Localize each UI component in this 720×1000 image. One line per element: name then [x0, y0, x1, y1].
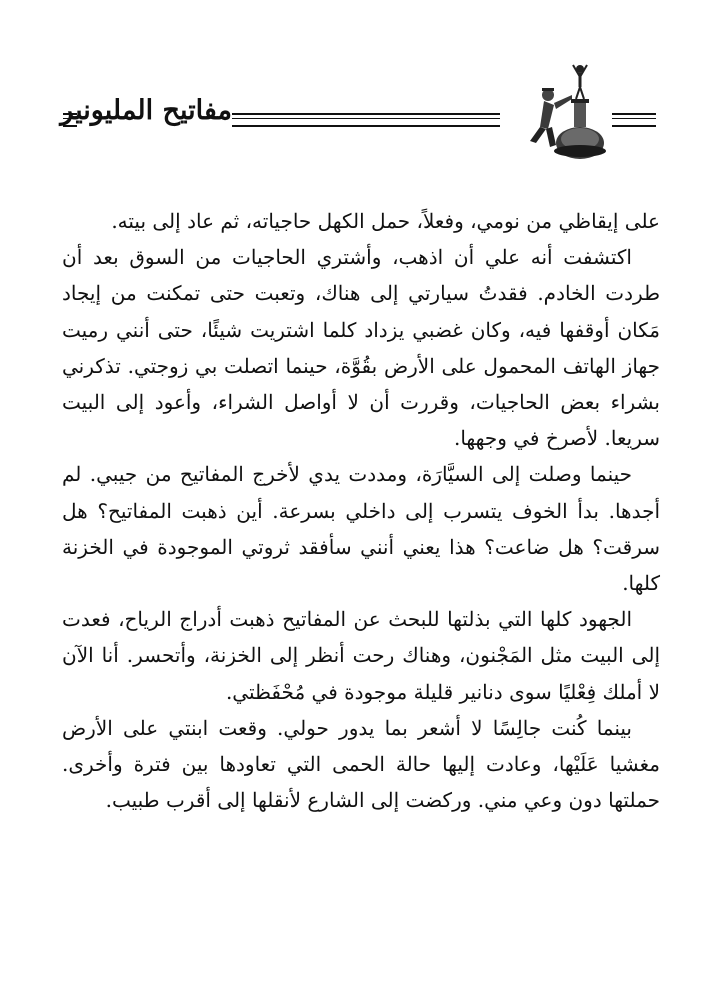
paragraph-continuation: على إيقاظي من نومي، وفعلاً، حمل الكهل حاجياته، ثم عاد إلى بيته. — [111, 209, 660, 233]
header-rule-right — [612, 113, 656, 127]
chapter-header — [0, 55, 720, 165]
paragraph: الجهود كلها التي بذلتها للبحث عن المفاتيح ذهبت أدراج الرياح، فعدت إلى البيت مثل المَجْنون، وهناك رحت أنظر إلى الخزنة، وأتحسر. أنا الآن لا أملك فِعْليًا سوى دنانير قليلة موجودة في مُحْفَظتي. — [62, 607, 660, 704]
paragraph: حينما وصلت إلى السيَّارَة، ومددت يدي لأخرج المفاتيح من جيبي. لم أجدها. بدأ الخوف يتسرب إلى داخلي بسرعة. أين ذهبت المفاتيح؟ هل سرقت؟ هل ضاعت؟ هذا يعني أنني سأفقد ثروتي الموجودة في الخزنة كلها. — [62, 462, 660, 596]
header-illustration-icon — [510, 55, 610, 165]
header-rule-middle — [232, 113, 500, 127]
paragraph: اكتشفت أنه علي أن اذهب، وأشتري الحاجيات من السوق بعد أن طردت الخادم. فقدتُ سيارتي إلى هناك، وتعبت حتى تمكنت من إيجاد مَكان أوقفها فيه، وكان غضبي يزداد كلما اشتريت شيئًا، حتى أنني رميت جهاز الهاتف المحمول على الأرض بقُوَّة، حينما اتصلت بي زوجتي. تذكرني بشراء بعض الحاجيات، وقررت أن لا أواصل الشراء، وأعود إلى البيت سريعا. لأصرخ في وجهها. — [62, 245, 660, 451]
paragraph: بينما كُنت جالِسًا لا أشعر بما يدور حولي. وقعت ابنتي على الأرض مغشيا عَلَيْها، وعادت إليها حالة الحمى التي تعاودها بين فترة وأخرى. حملتها دون وعي مني. وركضت إلى الشارع لأنقلها إلى أقرب طبيب. — [62, 715, 660, 813]
page-body — [62, 203, 660, 973]
chapter-title: مفاتيح المليونير — [60, 95, 232, 126]
